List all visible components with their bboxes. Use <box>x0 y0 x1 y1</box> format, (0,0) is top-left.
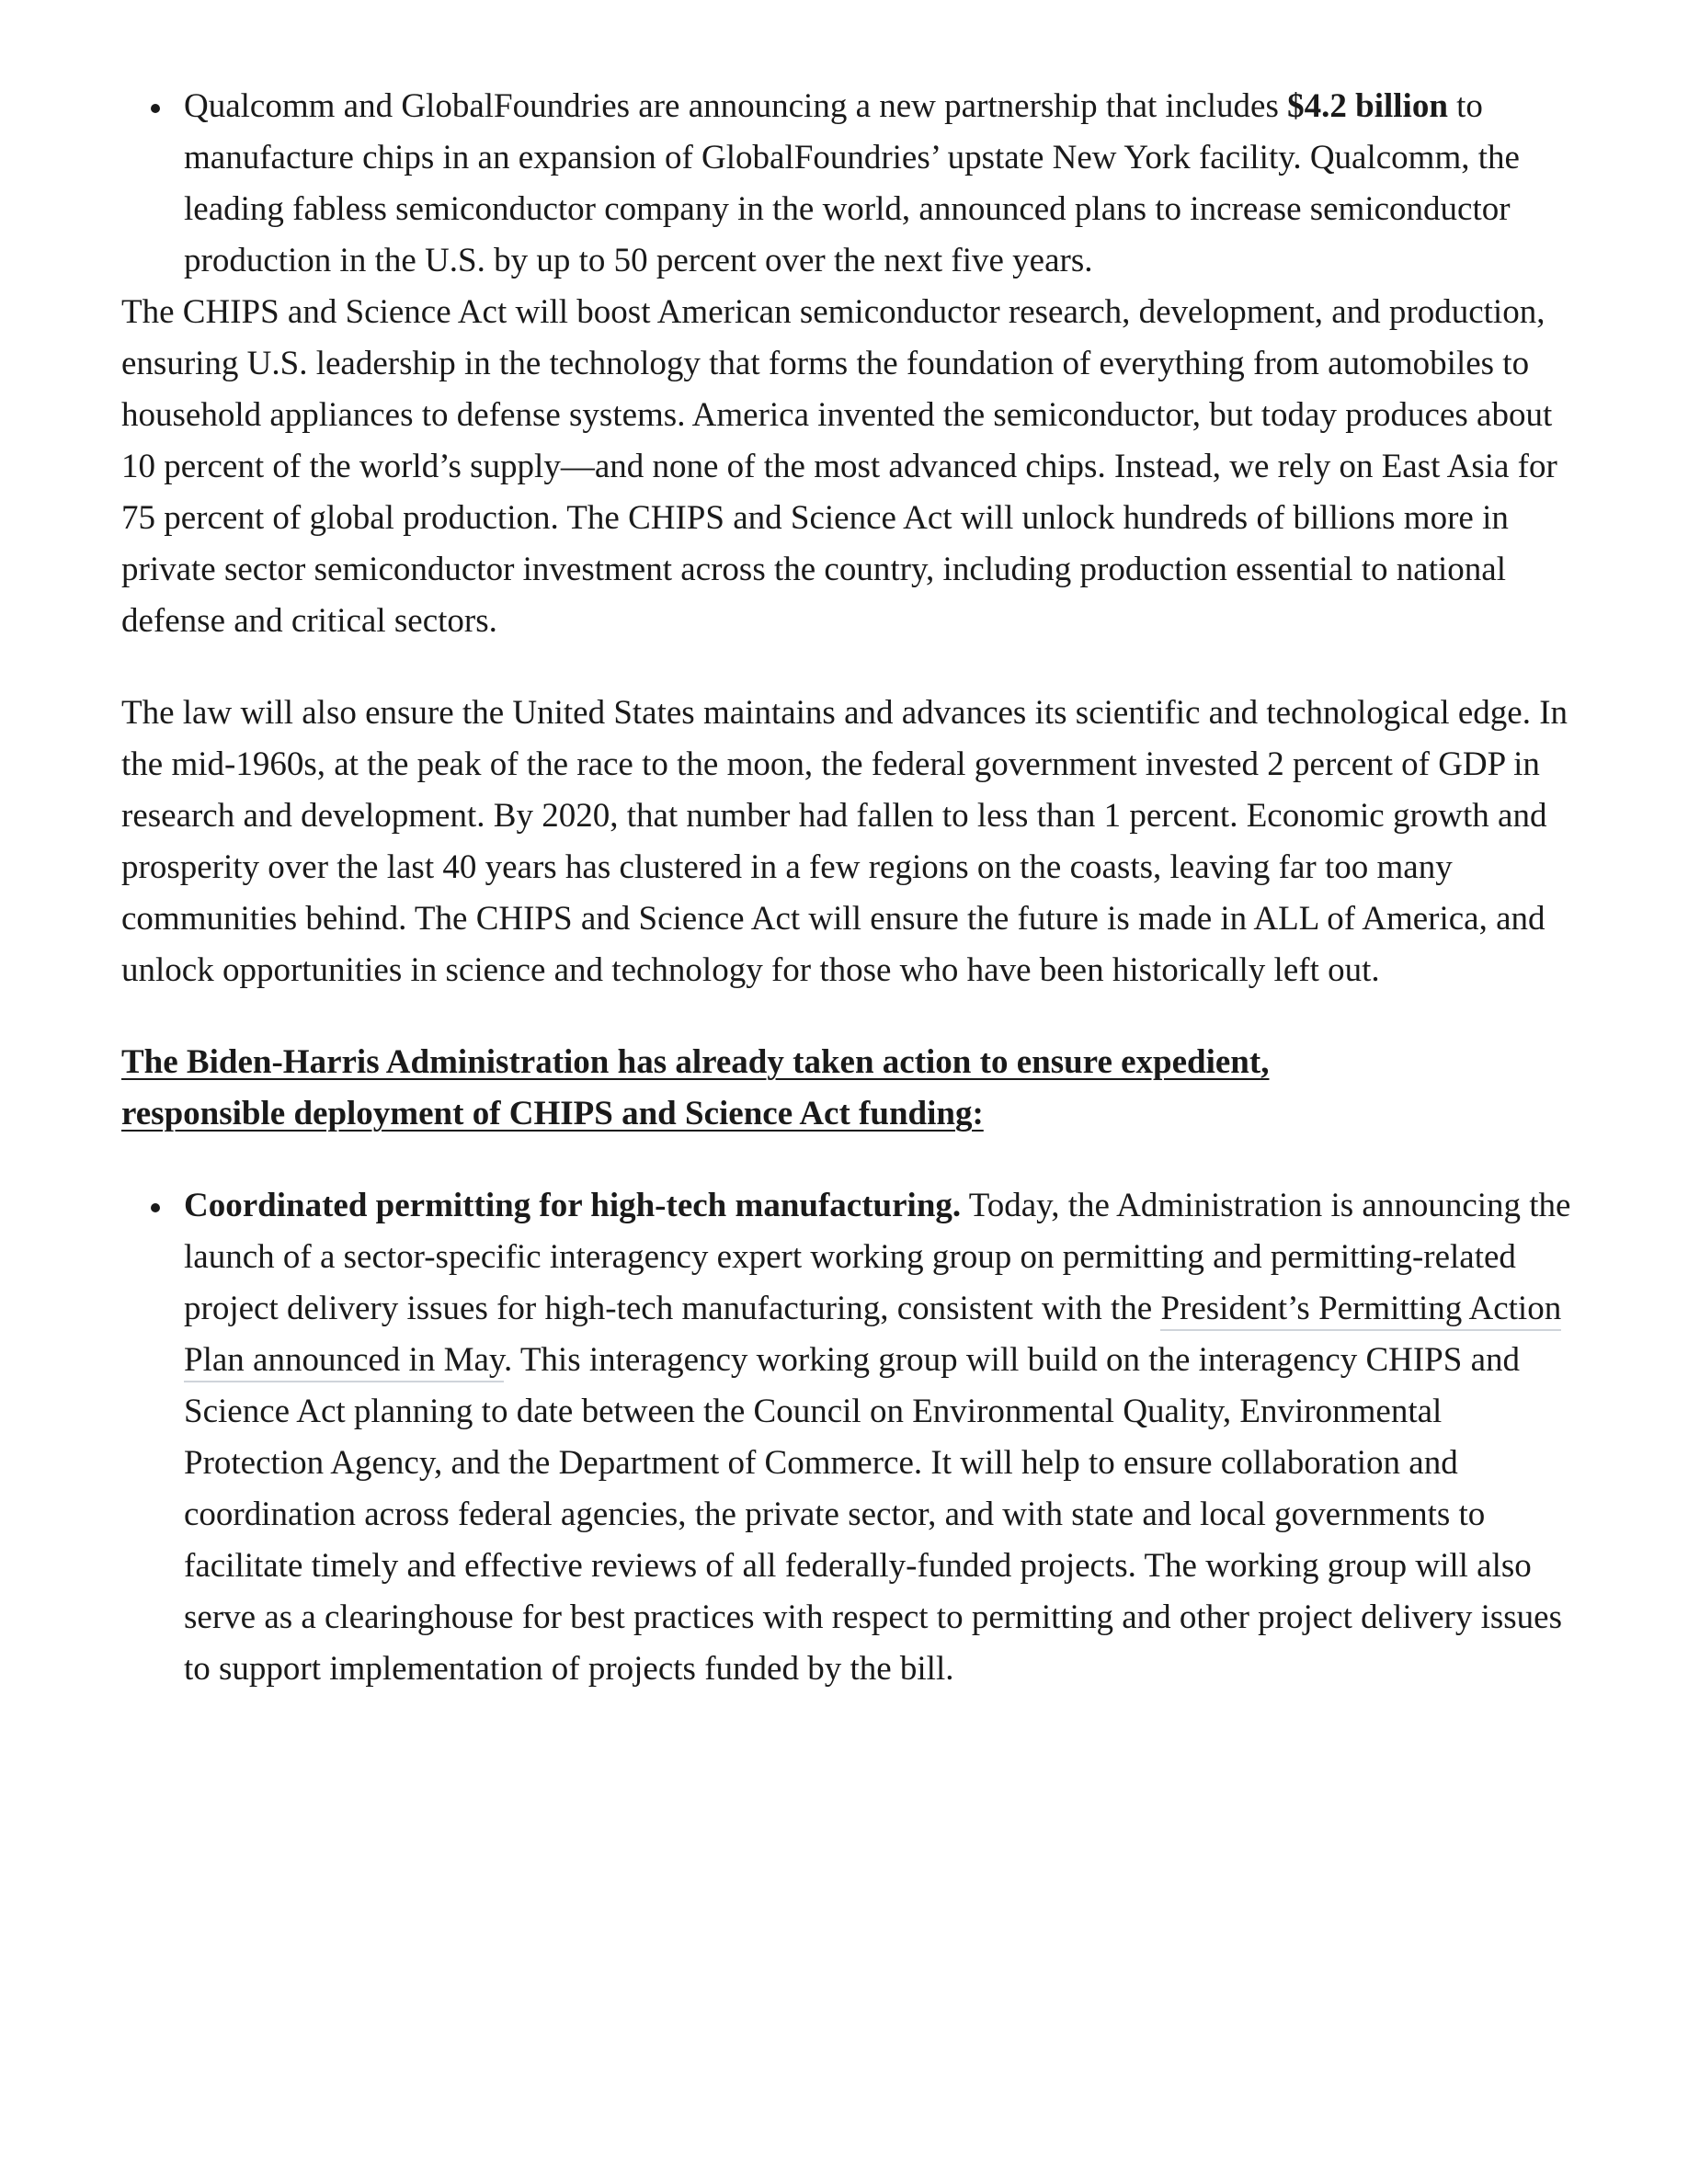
bullet-1-text-before: Qualcomm and GlobalFoundries are announcing a new partnership that includes <box>184 87 1288 125</box>
bullet-list-actions <box>121 1180 1583 1695</box>
bullet-1-text-after: to manufacture chips in an expansion of GlobalFoundries’ upstate New York facility. Qualcomm, the leading fabless semiconductor company in the world, announced plans to increase semiconductor production in the U.S. by up to 50 percent over the next five years. <box>184 87 1520 279</box>
bullet-1-bold-amount: $4.2 billion <box>1287 87 1448 125</box>
section-heading <box>121 1037 1583 1140</box>
bullet-2-bold-lead: Coordinated permitting for high-tech manufacturing. <box>184 1187 962 1224</box>
paragraph-chips-act-overview: The CHIPS and Science Act will boost American semiconductor research, development, and production, ensuring U.S. leadership in the technology that forms the foundation of everything from automobiles to household appliances to defense systems. America invented the semiconductor, but today produces about 10 percent of the world’s supply—and none of the most advanced chips. Instead, we rely on East Asia for 75 percent of global production. The CHIPS and Science Act will unlock hundreds of billions more in private sector semiconductor investment across the country, including production essential to national defense and critical sectors. <box>121 293 1557 640</box>
list-item-coordinated-permitting <box>184 1180 1583 1695</box>
permitting-action-plan-link[interactable]: President’s Permitting Action Plan announced in May <box>184 1290 1561 1382</box>
paragraph-scientific-edge: The law will also ensure the United States maintains and advances its scientific and technological edge. In the mid-1960s, at the peak of the race to the moon, the federal government invested 2 percent of GDP in research and development. By 2020, that number had fallen to less than 1 percent. Economic growth and prosperity over the last 40 years has clustered in a few regions on the coasts, leaving far too many communities behind. The CHIPS and Science Act will ensure the future is made in ALL of America, and unlock opportunities in science and technology for those who have been historically left out. <box>121 694 1568 989</box>
bullet-list-investments <box>121 81 1583 287</box>
article-body <box>121 81 1583 1695</box>
section-heading-line-1: The Biden-Harris Administration has already taken action to ensure expedient, <box>121 1043 1270 1081</box>
bullet-2-text-after-link: . This interagency working group will build on the interagency CHIPS and Science Act planning to date between the Council on Environmental Quality, Environmental Protection Agency, and the Department of Commerce. It will help to ensure collaboration and coordination across federal agencies, the private sector, and with state and local governments to facilitate timely and effective reviews of all federally-funded projects. The working group will also serve as a clearinghouse for best practices with respect to permitting and other project delivery issues to support implementation of projects funded by the bill. <box>184 1341 1563 1688</box>
list-item-qualcomm-globalfoundries <box>184 81 1583 287</box>
bullet-2-text-before-link: Today, the Administration is announcing the launch of a sector-specific interagency expert working group on permitting and permitting-related project delivery issues for high-tech manufacturing, consistent with the <box>184 1187 1571 1327</box>
section-heading-line-2: responsible deployment of CHIPS and Science Act funding: <box>121 1095 984 1132</box>
